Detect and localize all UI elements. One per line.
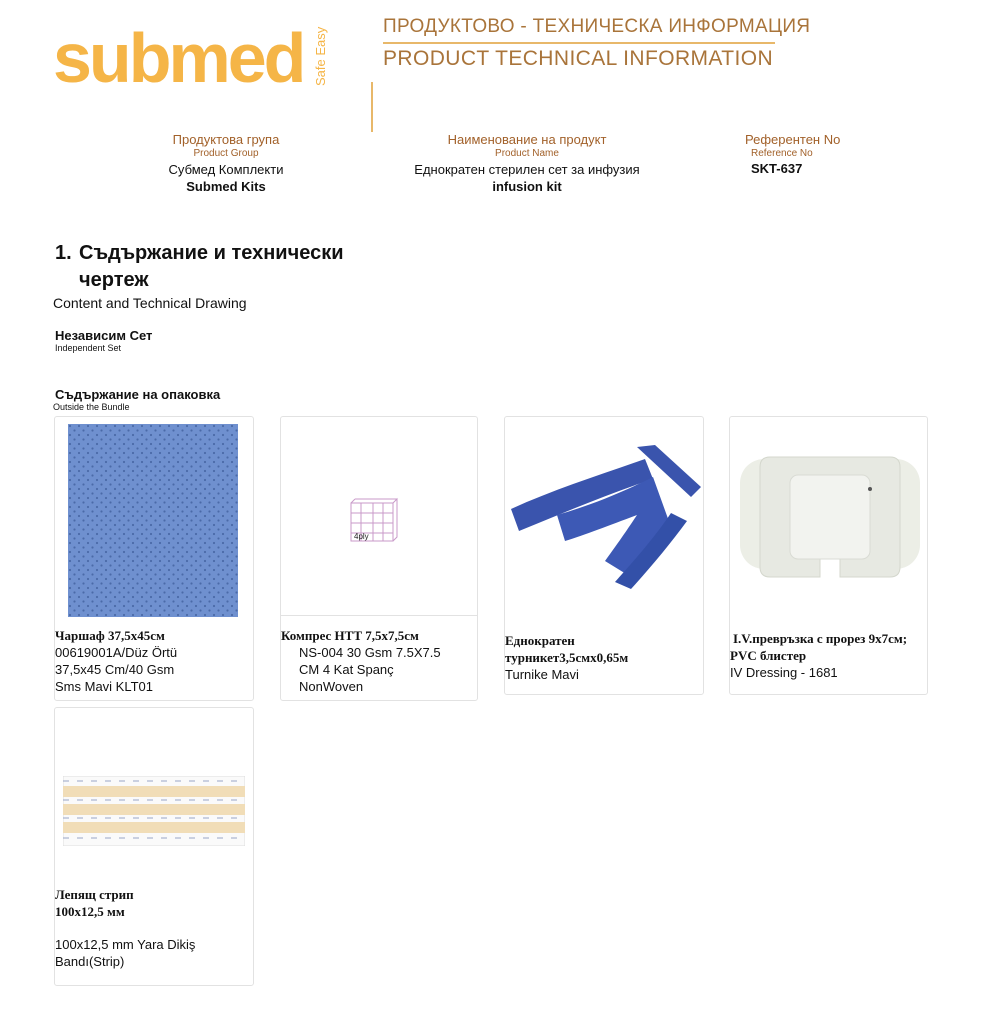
product-group-value: Субмед Комплекти [168,162,284,177]
product-group-label: Продуктова група [172,132,280,147]
item-caption-iv-dressing [730,630,927,681]
product-name-value: Еднократен стерилен сет за инфузия [414,162,640,177]
doc-title-bg: ПРОДУКТОВО - ТЕХНИЧЕСКА ИНФОРМАЦИЯ [383,16,811,37]
tourniquet-image [505,417,703,615]
item-desc-line: Bandı(Strip) [55,954,125,969]
logo-tagline: Safe Easy [313,26,328,86]
drape-image [68,424,238,617]
item-desc-line: NonWoven [299,679,364,694]
section-title-line2: чертеж [79,269,149,291]
item-desc-line: NS-004 30 Gsm 7.5X7.5 [299,645,441,660]
header-divider [371,82,373,132]
logo-text: submed [53,19,304,94]
item-name-bg: Чаршаф 37,5х45см [55,628,165,643]
doc-title-en: PRODUCT TECHNICAL INFORMATION [383,47,774,70]
bundle-title-en: Outside the Bundle [53,402,130,412]
item-name-bg: PVC блистер [730,648,807,663]
item-desc-line: Sms Mavi KLT01 [55,679,154,694]
product-name-label: Наименование на продукт [447,132,607,147]
reference-block [745,132,895,176]
item-card-tourniquet [504,416,704,695]
item-desc-line: Turnike Mavi [505,667,579,682]
item-desc-line: 00619001A/Düz Örtü [55,645,178,660]
item-card-drape [54,416,254,701]
reference-value: SKT-637 [751,161,803,176]
submed-logo [53,14,343,94]
section-title-line1: Съдържание и технически [79,242,344,264]
section-number: 1. [55,242,72,264]
section-title-en: Content and Technical Drawing [53,295,247,311]
product-name-label-en: Product Name [495,148,559,159]
item-desc-line: CM 4 Kat Spanç [299,662,394,677]
product-group-label-en: Product Group [193,148,259,159]
bundle-heading [55,387,220,412]
item-caption-drape [55,627,251,695]
item-desc-line: 100x12,5 mm Yara Dikiş [55,937,196,952]
item-caption-tourniquet [505,632,703,683]
item-caption-gauze [281,627,477,695]
reference-label: Референтен No [745,132,841,147]
item-card-strips [54,707,254,986]
item-name-bg: Компрес НТТ 7,5х7,5см [281,628,419,643]
item-desc-line: IV Dressing - 1681 [730,665,838,680]
strips-image [63,776,245,846]
gauze-ply-label: 4ply [354,532,369,541]
product-name-value-en: infusion kit [492,179,562,194]
reference-label-en: Reference No [751,148,813,159]
item-name-bg: турникет3,5смх0,65м [505,650,629,665]
product-group-value-en: Submed Kits [186,179,266,194]
item-card-gauze [280,416,478,701]
bundle-title: Съдържание на опаковка [55,387,221,402]
title-rule [383,42,775,44]
item-name-bg: Еднократен [505,633,575,648]
set-heading [55,328,152,353]
set-title-en: Independent Set [55,343,122,353]
item-desc-line: 37,5x45 Cm/40 Gsm [55,662,175,677]
iv-dressing-image [730,417,927,615]
item-name-bg: Лепящ стрип [55,887,134,902]
product-group-block [150,132,302,194]
item-caption-strips [55,886,253,970]
item-name-bg: 100х12,5 мм [55,904,125,919]
item-card-iv-dressing [729,416,928,695]
item-name-bg: I.V.превръзка с прорез 9х7см; [733,631,908,646]
gauze-image [281,417,477,616]
product-name-block [382,132,672,194]
section-heading [55,240,385,294]
set-title: Независим Сет [55,328,153,343]
